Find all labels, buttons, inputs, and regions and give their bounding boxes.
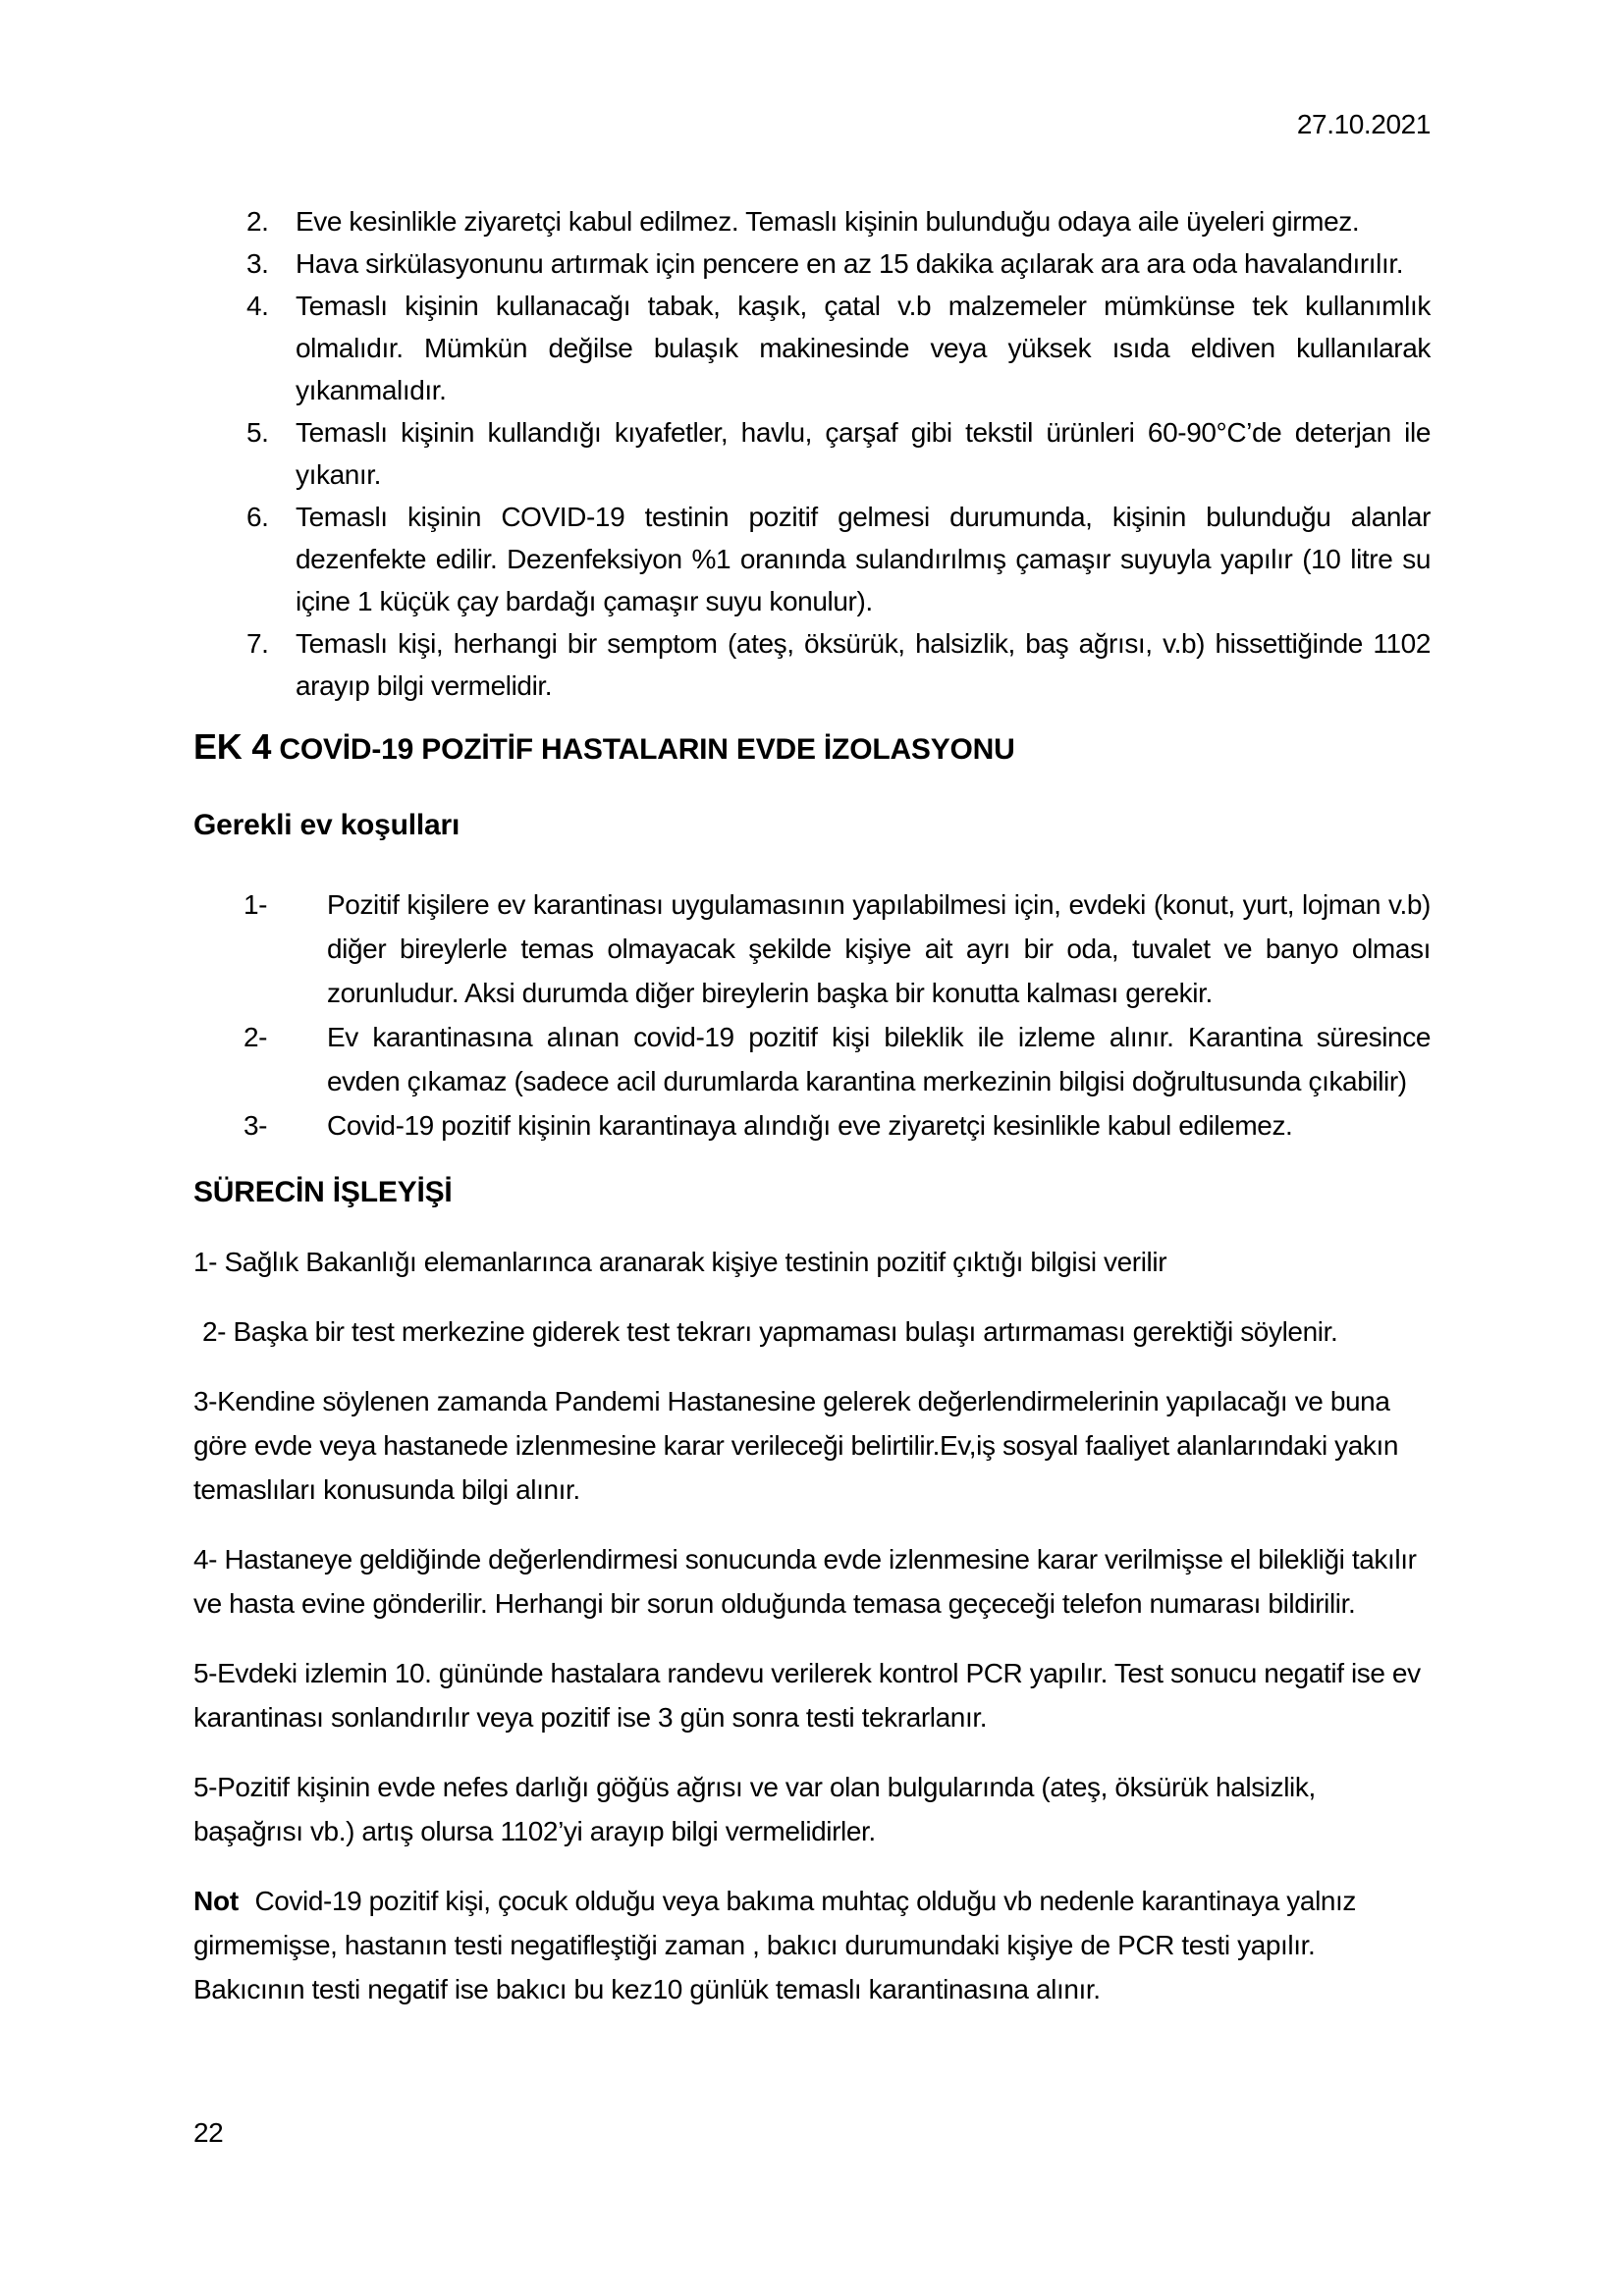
list-item-number: 3- xyxy=(244,1110,268,1141)
list-item-text: Pozitif kişilere ev karantinası uygulamasının yapılabilmesi için, evdeki (konut, yurt, lojman v.b) diğer bireylerle temas olmayacak şekilde kişiye ait ayrı bir oda, tuvalet ve banyo olması zorunludur. Aksi durumda diğer bireylerin başka bir konutta kalması gerekir. xyxy=(327,889,1431,1008)
list-item-number: 1- xyxy=(244,889,268,920)
list-item xyxy=(193,496,1431,622)
list-item-number: 3. xyxy=(246,248,269,279)
subsection-title-home-conditions: Gerekli ev koşulları xyxy=(193,809,460,841)
note-text: Covid-19 pozitif kişi, çocuk olduğu veya bakıma muhtaç olduğu vb nedenle karantinaya yalnız girmemişse, hastanın testi negatifleştiği zaman , bakıcı durumundaki kişiye de PCR testi yapılır. Bakıcının testi negatif ise bakıcı bu kez10 günlük temaslı karantinasına alınır. xyxy=(193,1886,1357,2004)
note-paragraph xyxy=(193,1879,1431,2011)
process-paragraph-2: 2- Başka bir test merkezine giderek test tekrarı yapmaması bulaşı artırmaması gerektiği söylenir. xyxy=(202,1316,1338,1347)
process-paragraph-1: 1- Sağlık Bakanlığı elemanlarınca aranarak kişiye testinin pozitif çıktığı bilgisi verilir xyxy=(193,1247,1167,1277)
list-item-text: Hava sirkülasyonunu artırmak için pencere en az 15 dakika açılarak ara ara oda havalandırılır. xyxy=(296,248,1404,279)
note-label: Not xyxy=(193,1886,240,1916)
list-item-text: Temaslı kişinin kullanacağı tabak, kaşık, çatal v.b malzemeler mümkünse tek kullanımlık olmalıdır. Mümkün değilse bulaşık makinesinde veya yüksek ısıda eldiven kullanılarak yıkanmalıdır. xyxy=(296,291,1431,405)
list-item-text: Temaslı kişinin COVID-19 testinin pozitif gelmesi durumunda, kişinin bulunduğu alanlar dezenfekte edilir. Dezenfeksiyon %1 oranında sulandırılmış çamaşır suyuyla yapılır (10 litre su içine 1 küçük çay bardağı çamaşır suyu konulur). xyxy=(296,502,1431,616)
list-item-text: Covid-19 pozitif kişinin karantinaya alındığı eve ziyaretçi kesinlikle kabul edilemez. xyxy=(327,1110,1293,1141)
header-date-line xyxy=(193,102,1431,146)
list-item-text: Temaslı kişinin kullandığı kıyafetler, havlu, çarşaf gibi tekstil ürünleri 60-90°C’de deterjan ile yıkanır. xyxy=(296,417,1431,490)
list-item xyxy=(193,1103,1431,1148)
process-paragraph-5: 5-Evdeki izlemin 10. gününde hastalara randevu verilerek kontrol PCR yapılır. Test sonucu negatif ise ev karantinası sonlandırılır veya pozitif ise 3 gün sonra testi tekrarlanır. xyxy=(193,1658,1421,1733)
list-item xyxy=(193,242,1431,285)
section-title-ek4-rest: COVİD-19 POZİTİF HASTALARIN EVDE İZOLASYONU xyxy=(279,733,1015,766)
document-date: 27.10.2021 xyxy=(1296,109,1431,139)
list-item xyxy=(193,411,1431,496)
list-item-text: Ev karantinasına alınan covid-19 pozitif kişi bileklik ile izleme alınır. Karantina süresince evden çıkamaz (sadece acil durumlarda karantina merkezinin bilgisi doğrultusunda çıkabilir) xyxy=(327,1022,1431,1096)
list-item xyxy=(193,622,1431,707)
list-item-number: 6. xyxy=(246,502,269,532)
process-paragraph-6: 5-Pozitif kişinin evde nefes darlığı göğüs ağrısı ve var olan bulgularında (ateş, öksürük halsizlik, başağrısı vb.) artış olursa 1102’yi arayıp bilgi vermelidirler. xyxy=(193,1772,1316,1846)
list-item-number: 5. xyxy=(246,417,269,448)
contact-rules-list xyxy=(193,200,1431,707)
process-paragraph-4: 4- Hastaneye geldiğinde değerlendirmesi sonucunda evde izlenmesine karar verilmişse el bilekliği takılır ve hasta evine gönderilir. Herhangi bir sorun olduğunda temasa geçeceği telefon numarası bildirilir. xyxy=(193,1544,1417,1619)
section-title-ek4-prefix: EK 4 xyxy=(193,726,272,767)
section-title-ek4 xyxy=(193,724,1431,773)
list-item-number: 2. xyxy=(246,206,269,237)
list-item-number: 7. xyxy=(246,628,269,659)
list-item-number: 4. xyxy=(246,291,269,321)
list-item xyxy=(193,1015,1431,1103)
home-conditions-list xyxy=(193,882,1431,1148)
list-item xyxy=(193,200,1431,242)
process-paragraph-3: 3-Kendine söylenen zamanda Pandemi Hastanesine gelerek değerlendirmelerinin yapılacağı ve buna göre evde veya hastanede izlenmesine karar verileceği belirtilir.Ev,iş sosyal faaliyet alanlarındaki yakın temaslıları konusunda bilgi alınır. xyxy=(193,1386,1399,1505)
list-item-text: Temaslı kişi, herhangi bir semptom (ateş, öksürük, halsizlik, baş ağrısı, v.b) hissettiğinde 1102 arayıp bilgi vermelidir. xyxy=(296,628,1431,701)
list-item xyxy=(193,285,1431,411)
list-item-number: 2- xyxy=(244,1022,268,1052)
section-title-process: SÜRECİN İŞLEYİŞİ xyxy=(193,1176,453,1208)
page-number: 22 xyxy=(193,2117,224,2148)
list-item xyxy=(193,882,1431,1015)
list-item-text: Eve kesinlikle ziyaretçi kabul edilmez. Temaslı kişinin bulunduğu odaya aile üyeleri girmez. xyxy=(296,206,1360,237)
